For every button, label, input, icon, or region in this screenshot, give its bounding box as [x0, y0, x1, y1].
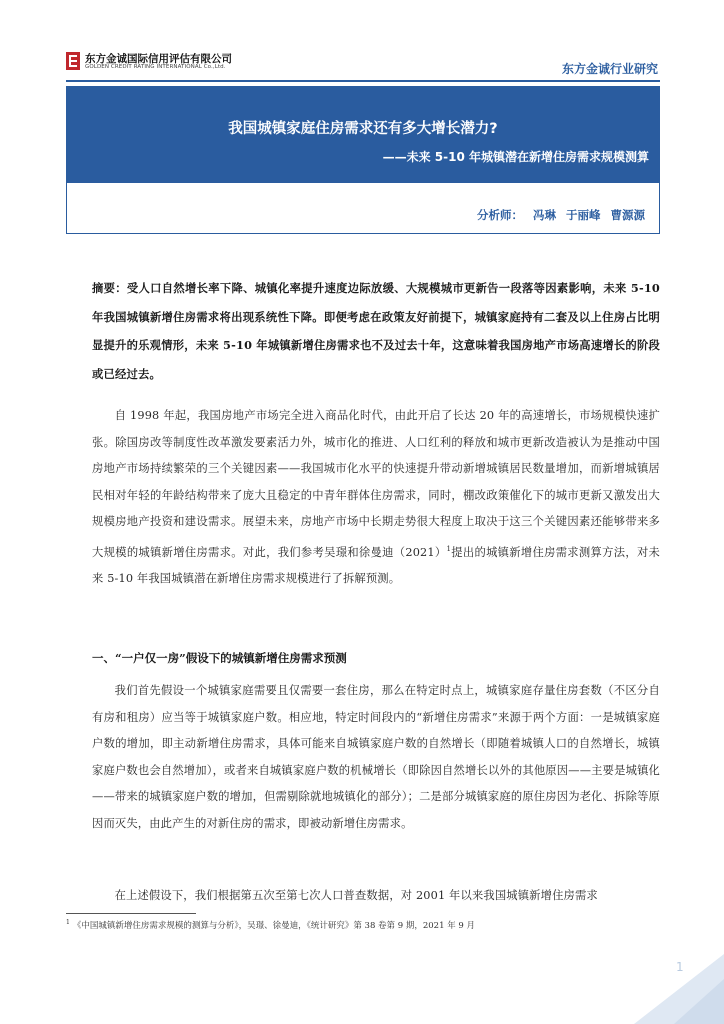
analysts-line — [477, 207, 645, 223]
analysts-label: 分析师： — [476, 208, 523, 222]
footnote-ref[interactable]: 1 — [446, 544, 452, 553]
footnote-text: 《中国城镇新增住房需求规模的测算与分析》，吴璟、徐曼迪，《统计研究》第 38 卷第 9 期，2021 年 9 月 — [72, 921, 476, 931]
footnote-divider — [66, 913, 196, 914]
footnote-mark: 1 — [66, 919, 70, 927]
section-heading: 一、“一户仅一房”假设下的城镇新增住房需求预测 — [92, 651, 347, 665]
company-name-cn: 东方金诚国际信用评估有限公司 — [85, 53, 232, 65]
analyst-name: 于丽峰 — [565, 208, 601, 222]
analyst-name: 曹源源 — [610, 208, 645, 222]
company-name-en: GOLDEN CREDIT RATING INTERNATIONAL Co.,Ltd. — [85, 64, 226, 70]
footnote — [66, 919, 475, 931]
title-block — [66, 86, 660, 234]
abstract-label: 摘要： — [92, 281, 127, 295]
analyst-name: 冯琳 — [532, 208, 556, 222]
title-band — [67, 87, 659, 183]
report-title: 我国城镇家庭住房需求还有多大增长潜力? — [228, 121, 498, 137]
report-series-label: 东方金诚行业研究 — [561, 62, 658, 76]
report-subtitle: ——未来 5-10 年城镇潜在新增住房需求规模测算 — [382, 150, 649, 164]
corner-decoration — [604, 934, 724, 1024]
page-header — [66, 50, 660, 80]
body-paragraph: 我们首先假设一个城镇家庭需要且仅需要一套住房，那么在特定时点上，城镇家庭存量住房套数（不区分自有房和租房）应当等于城镇家庭户数。相应地，特定时间段内的“新增住房需求”来源于两个方面：一是城镇家庭户数的增加，即主动新增住房需求，具体可能来自城镇家庭户数的自然增长（即随着城镇人口的自然增长，城镇家庭户数也会自然增加），或者来自城镇家庭户数的机械增长（即除因自然增长以外的其他原因——主要是城镇化——带来的城镇家庭户数的增加，但需剔除就地城镇化的部分）；二是部分城镇家庭的原住房因为老化、拆除等原因而灭失，由此产生的对新住房的需求，即被动新增住房需求。 — [92, 684, 660, 830]
paragraph-text: 自 1998 年起，我国房地产市场完全进入商品化时代，由此开启了长达 20 年的高速增长，市场规模快速扩张。除国房改等制度性改革激发要素活力外，城市化的推进、人口红利的释放和城市更新改造被认为是推动中国房地产市场持续繁荣的三个关键因素——我国城市化水平的快速提升带动新增城镇居民数量增加，而新增城镇居民相对年轻的年龄结构带来了庞大且稳定的中青年群体住房需求，同时，棚改政策催化下的城市更新又激发出大规模房地产投资和建设需求。展望未来，房地产市场中长期走势很大程度上取决于这三个关键因素还能够带来多大规模的城镇新增住房需求。对此，我们参考吴璟和徐曼迪（2021） — [92, 409, 660, 559]
company-logo-icon — [66, 52, 80, 70]
abstract — [92, 274, 660, 388]
page-number: 1 — [676, 960, 684, 974]
paragraph-text: 提出的城镇新增住房需求测算方法，对未来 5-10 年我国城镇潜在新增住房需求规模进行了拆解预测。 — [92, 545, 660, 586]
header-divider — [66, 80, 660, 82]
abstract-text: 受人口自然增长率下降、城镇化率提升速度边际放缓、大规模城市更新告一段落等因素影响，未来 5-10 年我国城镇新增住房需求将出现系统性下降。即便考虑在政策友好前提下，城镇家庭持有二套及以上住房占比明显提升的乐观情形，未来 5-10 年城镇新增住房需求也不及过去十年，这意味着我国房地产市场高速增长的阶段或已经过去。 — [92, 281, 660, 381]
body-paragraph: 在上述假设下，我们根据第五次至第七次人口普查数据，对 2001 年以来我国城镇新增住房需求 — [114, 889, 598, 902]
body-paragraph — [92, 403, 660, 593]
